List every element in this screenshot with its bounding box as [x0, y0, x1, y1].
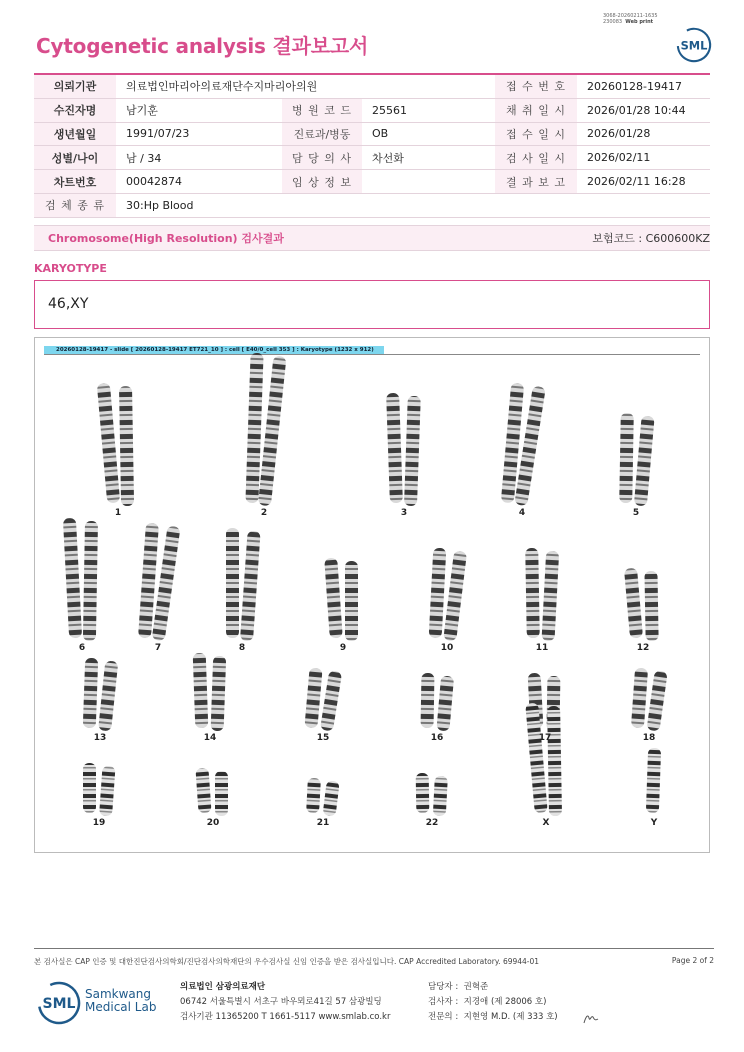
value-doctor: 차선화 — [362, 146, 495, 170]
chromosome-11-b — [541, 551, 559, 642]
chromosome-label-4: 4 — [518, 508, 526, 518]
label-test-date: 검 사 일 시 — [495, 146, 577, 170]
staff-name: 권혁준 — [463, 982, 489, 992]
lab-name — [85, 988, 156, 1014]
insurance-code: 보험코드 : C600600KZ — [592, 232, 710, 245]
chromosome-20-a — [195, 768, 211, 814]
chromosome-3-a — [386, 393, 403, 503]
chromosome-label-16: 16 — [430, 733, 444, 743]
chromosome-10-b — [443, 550, 467, 641]
chromosome-22-b — [433, 776, 448, 817]
chromosome-6-a — [63, 518, 82, 639]
page-title: Cytogenetic analysis 결과보고서 — [36, 34, 369, 58]
chromosome-12-a — [624, 568, 643, 639]
chromosome-label-15: 15 — [316, 733, 330, 743]
chromosome-19-a — [83, 763, 96, 813]
chromosome-X-a — [525, 703, 548, 814]
chromosome-label-Y: Y — [650, 818, 658, 828]
label-clinical-info: 임 상 정 보 — [282, 170, 362, 194]
value-birthdate: 1991/07/23 — [116, 122, 282, 146]
label-accession-no: 접 수 번 호 — [495, 75, 577, 98]
staff-role: 담당자 : — [428, 982, 459, 992]
label-requesting-org: 의뢰기관 — [34, 75, 116, 98]
chromosome-21-a — [306, 778, 321, 814]
value-patient-name: 남기훈 — [116, 98, 282, 122]
footer-contact: 검사기관 11365200 T 1661-5117 www.smlab.co.kr — [180, 1012, 391, 1022]
certification-text: 본 검사실은 CAP 인증 및 대한진단검사의학회/진단검사의학재단의 우수검사실 신임 인증을 받은 검사실입니다. CAP Accredited Laboratory. 69944-01 — [34, 957, 540, 966]
chromosome-label-13: 13 — [93, 733, 107, 743]
chromosome-Y — [646, 748, 661, 813]
signature-image — [582, 1012, 600, 1026]
value-requesting-org: 의료법인마리아의료재단수지마리아의원 — [116, 75, 495, 98]
label-collection-time: 채 취 일 시 — [495, 98, 577, 122]
chromosome-label-1: 1 — [114, 508, 122, 518]
chromosome-label-6: 6 — [78, 643, 86, 653]
chromosome-5-b — [634, 416, 655, 507]
chromosome-8-b — [240, 531, 261, 642]
chromosome-label-19: 19 — [92, 818, 106, 828]
value-specimen: 30:Hp Blood — [116, 193, 710, 217]
chromosome-label-8: 8 — [238, 643, 246, 653]
test-title: Chromosome(High Resolution) 검사결과 — [48, 232, 284, 245]
chromosome-label-17: 17 — [538, 733, 552, 743]
chromosome-22-a — [416, 773, 430, 813]
staff-responsible — [428, 980, 488, 992]
chromosome-13-a — [83, 658, 98, 728]
value-sex-age: 남 / 34 — [116, 146, 282, 170]
chromosome-figures — [63, 353, 668, 817]
karyogram-caption: 20260128-19417 - slide [ 20260128-19417 ET721_10 ] : cell [ E40/0_cell 353 ] : Karyotype (1232 x 912) — [44, 346, 384, 354]
chromosome-18-b — [646, 670, 667, 731]
value-hospital-code: 25561 — [362, 98, 495, 122]
footer-org: 의료법인 삼광의료재단 — [180, 982, 266, 992]
value-report-time: 2026/02/11 16:28 — [577, 170, 710, 194]
footer-address: 06742 서울특별시 서초구 바우뫼로41길 57 삼광빌딩 — [180, 997, 382, 1007]
sml-footer-logo-text: SML — [42, 996, 76, 1012]
staff-name: 지현영 M.D. (제 333 호) — [463, 1012, 558, 1022]
chromosome-label-20: 20 — [206, 818, 220, 828]
chromosome-label-5: 5 — [632, 508, 640, 518]
print-id-code: 230083 — [603, 19, 623, 25]
staff-specialist — [428, 1010, 558, 1022]
chromosome-14-b — [211, 656, 227, 731]
label-chart-no: 차트번호 — [34, 170, 116, 194]
label-sex-age: 성별/나이 — [34, 146, 116, 170]
chromosome-8-a — [226, 528, 239, 638]
chromosome-5-a — [619, 413, 634, 503]
value-received-time: 2026/01/28 — [577, 122, 710, 146]
chromosome-21-b — [323, 780, 340, 816]
karyotype-result: 46,XY — [48, 296, 89, 312]
label-specimen: 검 체 종 류 — [34, 193, 116, 217]
chromosome-label-7: 7 — [154, 643, 162, 653]
chromosome-16-b — [436, 675, 454, 731]
chromosome-label-11: 11 — [535, 643, 549, 653]
chromosome-6-b — [83, 521, 98, 641]
chromosome-18-a — [631, 668, 648, 729]
value-chart-no: 00042874 — [116, 170, 282, 194]
chromosome-label-X: X — [542, 818, 550, 828]
chromosome-13-b — [98, 660, 118, 731]
chromosome-15-a — [304, 668, 322, 729]
chromosome-14-a — [193, 653, 209, 728]
lab-name-line2: Medical Lab — [85, 1000, 157, 1014]
chromosome-label-3: 3 — [400, 508, 408, 518]
sml-footer-logo — [36, 980, 82, 1026]
chromosome-20-b — [215, 771, 228, 816]
chromosome-label-18: 18 — [642, 733, 656, 743]
value-department: OB — [362, 122, 495, 146]
chromosome-label-22: 22 — [425, 818, 439, 828]
label-department: 진료과/병동 — [282, 122, 362, 146]
label-doctor: 담 당 의 사 — [282, 146, 362, 170]
footer-divider — [34, 948, 714, 949]
chromosome-X-b — [547, 706, 562, 816]
staff-role: 검사자 : — [428, 997, 459, 1007]
chromosome-label-2: 2 — [260, 508, 268, 518]
value-test-date: 2026/02/11 — [577, 146, 710, 170]
chromosome-label-12: 12 — [636, 643, 650, 653]
web-print-label: Web print — [625, 19, 654, 25]
value-collection-time: 2026/01/28 10:44 — [577, 98, 710, 122]
label-received-time: 접 수 일 시 — [495, 122, 577, 146]
lab-name-line1: Samkwang — [85, 987, 151, 1001]
chromosome-11-a — [525, 548, 540, 638]
label-hospital-code: 병 원 코 드 — [282, 98, 362, 122]
label-patient-name: 수진자명 — [34, 98, 116, 122]
chromosome-1-b — [119, 386, 134, 506]
chromosome-12-b — [644, 571, 658, 641]
chromosome-label-21: 21 — [316, 818, 330, 828]
chromosome-1-a — [97, 383, 120, 504]
print-id-line1: 3068-20260211-1635 — [603, 13, 658, 19]
karyotype-label: KARYOTYPE — [34, 262, 107, 275]
staff-tester — [428, 995, 546, 1007]
chromosome-16-a — [421, 673, 435, 728]
chromosome-10-a — [429, 548, 447, 639]
label-birthdate: 생년월일 — [34, 122, 116, 146]
chromosome-label-14: 14 — [203, 733, 217, 743]
sml-logo-text: SML — [680, 38, 708, 53]
chromosome-9-a — [324, 558, 343, 639]
page-number: Page 2 of 2 — [671, 956, 714, 965]
chromosome-label-10: 10 — [440, 643, 454, 653]
chromosome-19-b — [99, 766, 115, 817]
chromosome-9-b — [345, 561, 358, 641]
value-accession-no: 20260128-19417 — [577, 75, 710, 98]
staff-role: 전문의 : — [428, 1012, 459, 1022]
chromosome-15-b — [320, 670, 342, 731]
chromosome-label-9: 9 — [339, 643, 347, 653]
chromosome-3-b — [404, 396, 421, 506]
staff-name: 지경애 (제 28006 호) — [463, 997, 547, 1007]
label-report-time: 결 과 보 고 — [495, 170, 577, 194]
